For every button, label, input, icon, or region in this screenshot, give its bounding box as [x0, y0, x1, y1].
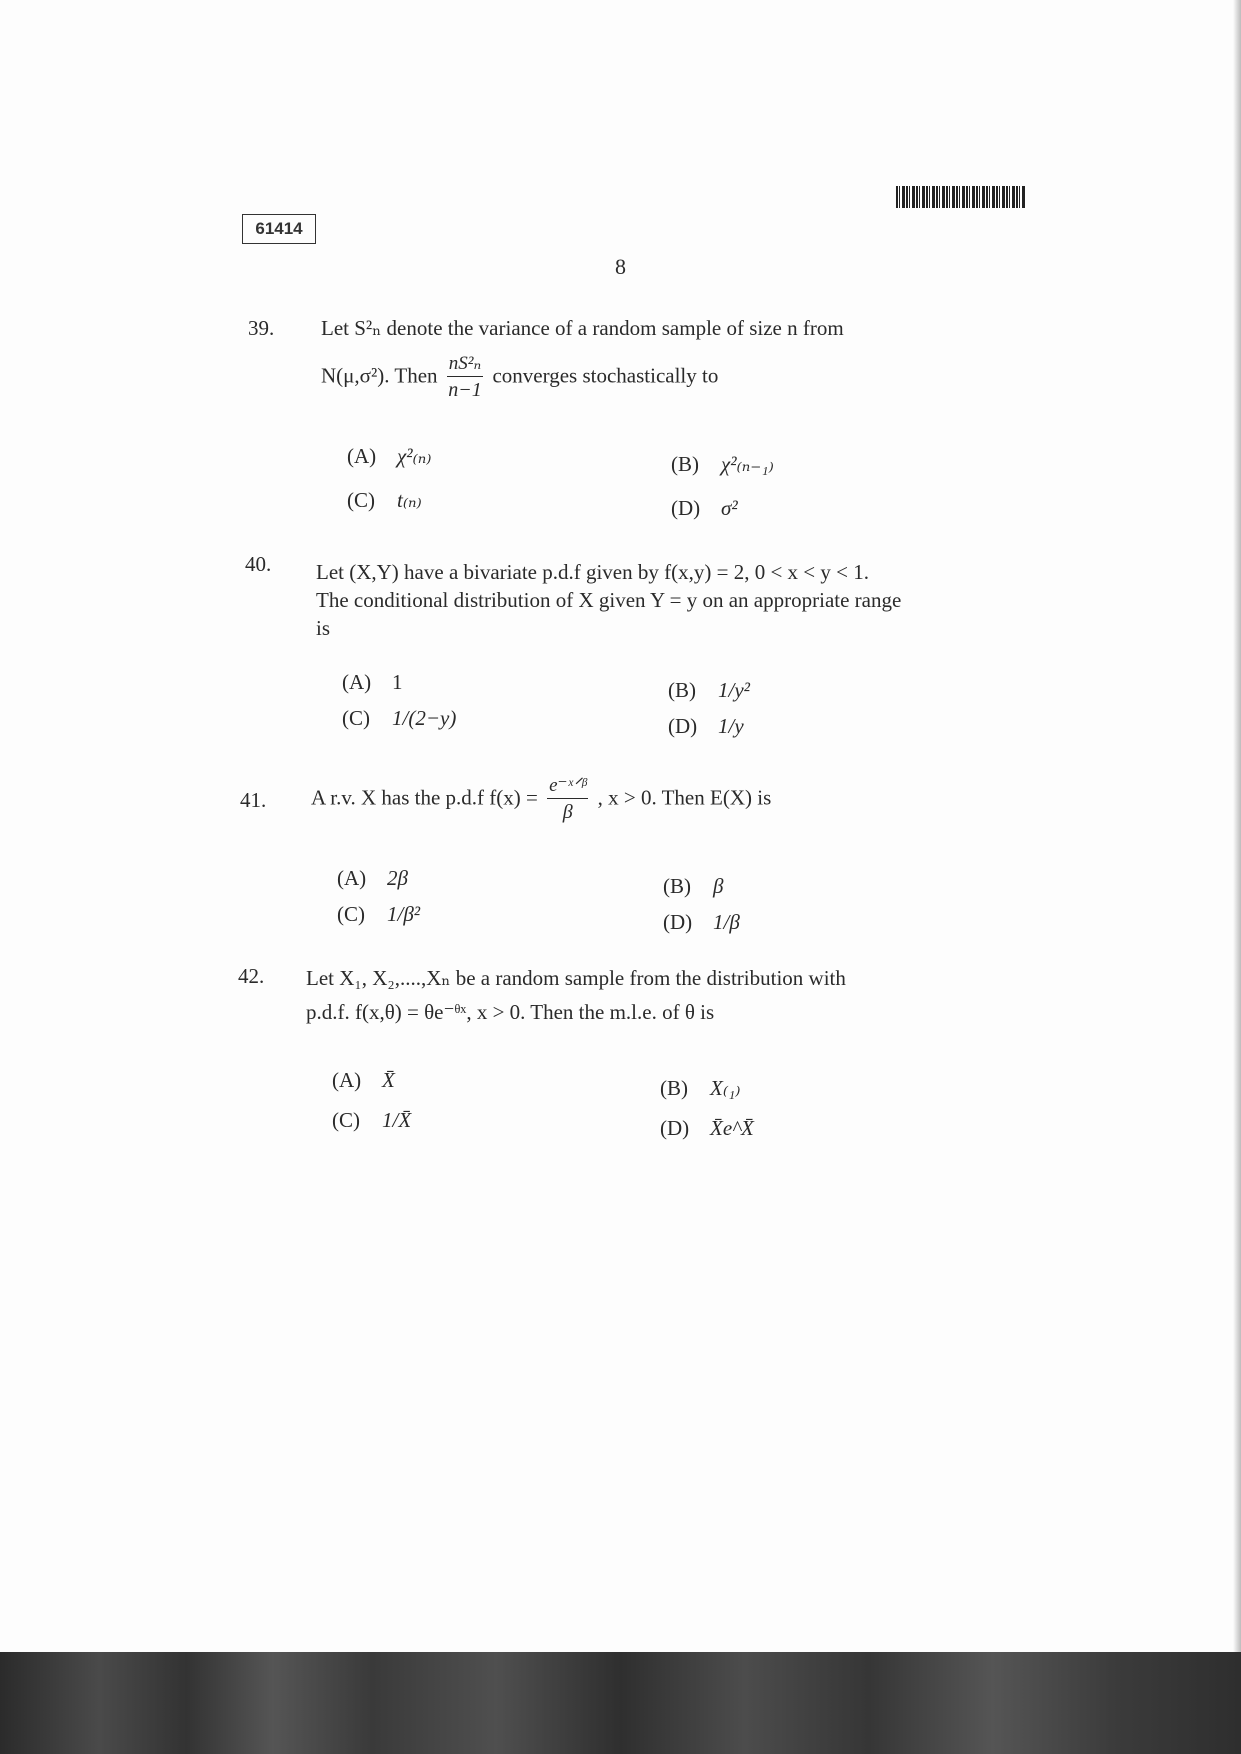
- fraction: [447, 352, 483, 403]
- fraction-numerator: e⁻ˣᐟᵝ: [547, 774, 588, 799]
- question-line-start: A r.v. X has the p.d.f f(x) =: [311, 785, 538, 810]
- option-a-value: 2β: [387, 866, 408, 890]
- option-c: (C) 1/(2−y): [342, 706, 457, 730]
- fraction-denominator: β: [562, 801, 573, 823]
- option-c-value: 1/β²: [387, 902, 421, 926]
- fraction-numerator: nS²ₙ: [447, 352, 483, 377]
- question-line: The conditional distribution of X given Y = y on an appropriate range: [316, 588, 902, 612]
- question-line-end: converges stochastically to: [492, 363, 719, 388]
- option-a: (A) χ²₍ₙ₎: [347, 444, 432, 468]
- question-line: Let X₁, X₂,....,Xₙ be a random sample from the distribution with: [306, 966, 846, 990]
- option-d-value: σ²: [721, 496, 738, 520]
- option-c: (C) 1/β²: [337, 902, 421, 926]
- question-number: 41.: [240, 788, 267, 812]
- option-b: (B) χ²₍ₙ₋₁₎: [671, 452, 774, 476]
- question-number: 42.: [238, 964, 265, 988]
- option-d-value: X̄e^X̄: [710, 1116, 754, 1140]
- question-line-start: N(μ,σ²). Then: [321, 363, 438, 388]
- fraction: [547, 774, 588, 825]
- option-d: (D) X̄e^X̄: [660, 1116, 754, 1140]
- question-number: 40.: [245, 552, 272, 576]
- option-a-value: χ²₍ₙ₎: [397, 444, 432, 468]
- option-b-value: β: [713, 874, 724, 898]
- option-d: (D) σ²: [671, 496, 738, 520]
- option-b: (B) X₍₁₎: [660, 1076, 741, 1100]
- option-b-value: X₍₁₎: [710, 1076, 741, 1100]
- option-a: (A) X̄: [332, 1068, 395, 1092]
- fraction-denominator: n−1: [448, 379, 482, 401]
- option-d-value: 1/β: [713, 910, 740, 934]
- option-b: (B) 1/y²: [668, 678, 750, 702]
- option-a-value: 1: [392, 670, 403, 694]
- question-line: p.d.f. f(x,θ) = θe⁻ᶿˣ, x > 0. Then the m.l.e. of θ is: [306, 1000, 715, 1024]
- option-d: (D) 1/β: [663, 910, 740, 934]
- option-c-value: 1/X̄: [382, 1108, 412, 1132]
- option-b-value: 1/y²: [718, 678, 750, 702]
- option-d-value: 1/y: [718, 714, 744, 738]
- option-b: (B) β: [663, 874, 724, 898]
- scanner-background: [0, 1652, 1241, 1754]
- option-a: (A) 2β: [337, 866, 408, 890]
- barcode-image: [896, 186, 1026, 208]
- option-a: (A) 1: [342, 670, 403, 694]
- paper-code-box: 61414: [242, 214, 316, 244]
- option-c-value: 1/(2−y): [392, 706, 457, 730]
- question-text: [311, 774, 771, 825]
- option-c-value: t₍ₙ₎: [397, 488, 422, 512]
- question-text: [306, 964, 986, 1026]
- page-number: 8: [615, 254, 626, 279]
- question-line: Let (X,Y) have a bivariate p.d.f given by f(x,y) = 2, 0 < x < y < 1.: [316, 560, 869, 584]
- scan-shadow: [1233, 0, 1241, 1652]
- option-d: (D) 1/y: [668, 714, 744, 738]
- option-c: (C) 1/X̄: [332, 1108, 412, 1132]
- option-b-value: χ²₍ₙ₋₁₎: [721, 452, 774, 476]
- question-text: [316, 558, 996, 642]
- option-c: (C) t₍ₙ₎: [347, 488, 422, 512]
- question-line-end: , x > 0. Then E(X) is: [597, 785, 772, 810]
- option-a-value: X̄: [382, 1068, 395, 1092]
- question-text: [321, 314, 991, 342]
- question-line: is: [316, 616, 331, 640]
- question-line-2: [321, 352, 718, 403]
- question-line: Let S²ₙ denote the variance of a random sample of size n from: [321, 316, 844, 340]
- question-number: 39.: [248, 316, 275, 340]
